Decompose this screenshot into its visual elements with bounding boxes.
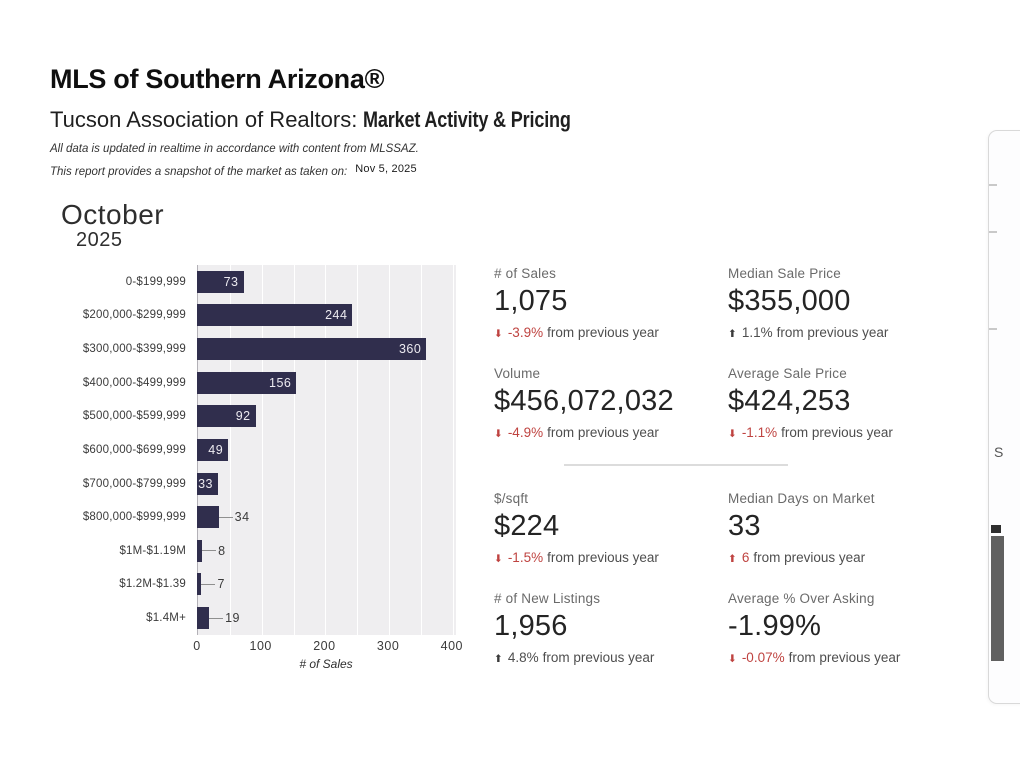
stat-delta-value: -3.9% bbox=[507, 325, 544, 340]
stat-delta bbox=[494, 425, 722, 440]
bar-track bbox=[197, 573, 455, 595]
arrow-down-icon: ⬇ bbox=[728, 428, 737, 440]
stat-delta-suffix: from previous year bbox=[547, 425, 659, 440]
stat-delta-value: -4.9% bbox=[507, 425, 544, 440]
category-label: $1.4M+ bbox=[146, 612, 186, 625]
stat-delta-suffix: from previous year bbox=[781, 425, 893, 440]
page-title: MLS of Southern Arizona® bbox=[50, 64, 385, 94]
stat-delta-value: 1.1% bbox=[741, 325, 773, 340]
panel-text-fragment: S bbox=[994, 444, 1004, 460]
stat-delta-value: 4.8% bbox=[507, 650, 539, 665]
bar bbox=[197, 372, 296, 394]
bar-row bbox=[62, 467, 455, 501]
arrow-down-icon: ⬇ bbox=[494, 428, 503, 440]
subtitle-emphasis: Market Activity & Pricing bbox=[363, 107, 572, 132]
x-tick-label: 400 bbox=[440, 639, 463, 653]
leader-line bbox=[209, 618, 223, 619]
stat-value: -1.99% bbox=[728, 610, 822, 642]
disclaimer-line-2 bbox=[50, 163, 417, 178]
stat-card bbox=[494, 366, 722, 440]
stat-delta-value: -1.5% bbox=[507, 550, 544, 565]
stat-card bbox=[728, 366, 956, 440]
bar-row bbox=[62, 299, 455, 333]
stat-value: $456,072,032 bbox=[494, 385, 674, 417]
stat-label: # of Sales bbox=[494, 266, 557, 281]
arrow-down-icon: ⬇ bbox=[494, 328, 503, 340]
chart-bars bbox=[62, 265, 455, 635]
stat-delta bbox=[494, 550, 722, 565]
report-month: October bbox=[61, 199, 165, 230]
bar-track bbox=[197, 540, 455, 562]
bar-row bbox=[62, 433, 455, 467]
stat-delta-value: 6 bbox=[741, 550, 750, 565]
stat-card bbox=[728, 266, 956, 340]
stat-delta-value: -0.07% bbox=[741, 650, 785, 665]
category-label: $700,000-$799,999 bbox=[82, 477, 186, 490]
arrow-up-icon: ⬆ bbox=[728, 328, 737, 340]
stat-delta-suffix: from previous year bbox=[753, 550, 866, 565]
bar-track bbox=[197, 372, 455, 394]
snapshot-date: Nov 5, 2025 bbox=[355, 163, 417, 175]
category-label: $200,000-$299,999 bbox=[82, 309, 186, 322]
stat-value: 1,956 bbox=[494, 610, 568, 642]
stat-value: $224 bbox=[494, 510, 560, 542]
stat-delta-suffix: from previous year bbox=[547, 325, 659, 340]
bar-row bbox=[62, 500, 455, 534]
stat-card bbox=[494, 266, 722, 340]
stat-delta bbox=[728, 425, 956, 440]
stats-grid bbox=[494, 266, 966, 686]
stats-divider bbox=[564, 464, 788, 466]
stat-value: 1,075 bbox=[494, 285, 568, 317]
bar bbox=[197, 271, 244, 293]
leader-line bbox=[201, 584, 215, 585]
stat-card bbox=[728, 591, 956, 665]
stat-label: $/sqft bbox=[494, 491, 529, 506]
bar-value: 33 bbox=[198, 476, 214, 491]
bar bbox=[197, 439, 228, 461]
bar bbox=[197, 607, 209, 629]
stat-delta bbox=[728, 650, 956, 665]
bar-value: 34 bbox=[234, 510, 250, 525]
category-label: $800,000-$999,999 bbox=[82, 511, 186, 524]
stat-label: Median Days on Market bbox=[728, 491, 875, 506]
bar bbox=[197, 405, 256, 427]
bar-track bbox=[197, 338, 455, 360]
chart-x-axis-label: # of Sales bbox=[299, 657, 353, 671]
page-subtitle bbox=[50, 107, 617, 133]
bar-row bbox=[62, 534, 455, 568]
bar-track bbox=[197, 506, 455, 528]
panel-glyph-fragment bbox=[991, 525, 1001, 533]
stat-delta-suffix: from previous year bbox=[542, 650, 655, 665]
bar bbox=[197, 540, 202, 562]
bar-value: 244 bbox=[325, 308, 348, 323]
stat-value: 33 bbox=[728, 510, 761, 542]
report-year: 2025 bbox=[76, 229, 123, 251]
bar-track bbox=[197, 271, 455, 293]
next-page-panel[interactable] bbox=[988, 130, 1020, 704]
sales-by-price-range-chart bbox=[62, 265, 463, 671]
stat-card bbox=[494, 591, 722, 665]
category-label: $1M-$1.19M bbox=[119, 544, 186, 557]
stat-delta-suffix: from previous year bbox=[776, 325, 889, 340]
bar-track bbox=[197, 439, 455, 461]
panel-divider-fragment bbox=[989, 184, 997, 186]
bar-row bbox=[62, 601, 455, 635]
bar bbox=[197, 304, 352, 326]
stat-label: Average % Over Asking bbox=[728, 591, 875, 606]
chart-x-axis bbox=[193, 639, 463, 655]
bar bbox=[197, 338, 426, 360]
stat-delta bbox=[728, 550, 956, 565]
category-label: $500,000-$599,999 bbox=[82, 410, 186, 423]
x-tick-label: 300 bbox=[376, 639, 400, 653]
stat-value: $424,253 bbox=[728, 385, 851, 417]
bar-value: 73 bbox=[223, 274, 239, 289]
category-label: $1.2M-$1.39 bbox=[119, 578, 186, 591]
stat-delta-value: -1.1% bbox=[741, 425, 778, 440]
bar-value: 7 bbox=[217, 577, 225, 592]
panel-bar-fragment bbox=[991, 536, 1004, 661]
x-tick-label: 0 bbox=[193, 639, 201, 653]
leader-line bbox=[219, 517, 233, 518]
bar-value: 8 bbox=[218, 543, 226, 558]
panel-divider-fragment bbox=[989, 231, 997, 233]
bar-track bbox=[197, 607, 455, 629]
category-label: $400,000-$499,999 bbox=[82, 376, 186, 389]
panel-divider-fragment bbox=[989, 328, 997, 330]
subtitle-prefix: Tucson Association of Realtors: bbox=[50, 107, 364, 132]
arrow-down-icon: ⬇ bbox=[494, 553, 503, 565]
bar-track bbox=[197, 304, 455, 326]
bar-value: 49 bbox=[208, 442, 224, 457]
stat-delta-suffix: from previous year bbox=[788, 650, 901, 665]
stat-label: Median Sale Price bbox=[728, 266, 841, 281]
stat-label: Volume bbox=[494, 366, 541, 381]
bar-track bbox=[197, 473, 455, 495]
bar-value: 156 bbox=[269, 375, 292, 390]
bar-value: 19 bbox=[225, 611, 240, 626]
disclaimer-line-1: All data is updated in realtime in accordance with content from MLSSAZ. bbox=[50, 143, 419, 155]
bar bbox=[197, 573, 201, 595]
disclaimer-line-2-text: This report provides a snapshot of the market as taken on: bbox=[50, 166, 348, 178]
stat-card bbox=[494, 491, 722, 565]
x-tick-label: 100 bbox=[249, 639, 272, 653]
stat-delta bbox=[494, 650, 722, 665]
stat-label: Average Sale Price bbox=[728, 366, 847, 381]
x-tick-label: 200 bbox=[313, 639, 336, 653]
bar bbox=[197, 473, 218, 495]
stat-card bbox=[728, 491, 956, 565]
bar-track bbox=[197, 405, 455, 427]
stat-value: $355,000 bbox=[728, 285, 851, 317]
arrow-down-icon: ⬇ bbox=[728, 653, 737, 665]
bar-row bbox=[62, 400, 455, 434]
stat-delta bbox=[728, 325, 956, 340]
bar-row bbox=[62, 332, 455, 366]
arrow-up-icon: ⬆ bbox=[728, 553, 737, 565]
category-label: 0-$199,999 bbox=[125, 275, 186, 288]
bar bbox=[197, 506, 219, 528]
bar-row bbox=[62, 265, 455, 299]
bar-row bbox=[62, 568, 455, 602]
stat-delta-suffix: from previous year bbox=[547, 550, 659, 565]
bar-value: 92 bbox=[235, 409, 251, 424]
category-label: $600,000-$699,999 bbox=[82, 443, 186, 456]
stat-delta bbox=[494, 325, 722, 340]
stat-label: # of New Listings bbox=[494, 591, 601, 606]
bar-value: 360 bbox=[398, 342, 422, 357]
arrow-up-icon: ⬆ bbox=[494, 653, 503, 665]
bar-row bbox=[62, 366, 455, 400]
leader-line bbox=[202, 550, 216, 551]
category-label: $300,000-$399,999 bbox=[82, 343, 186, 356]
